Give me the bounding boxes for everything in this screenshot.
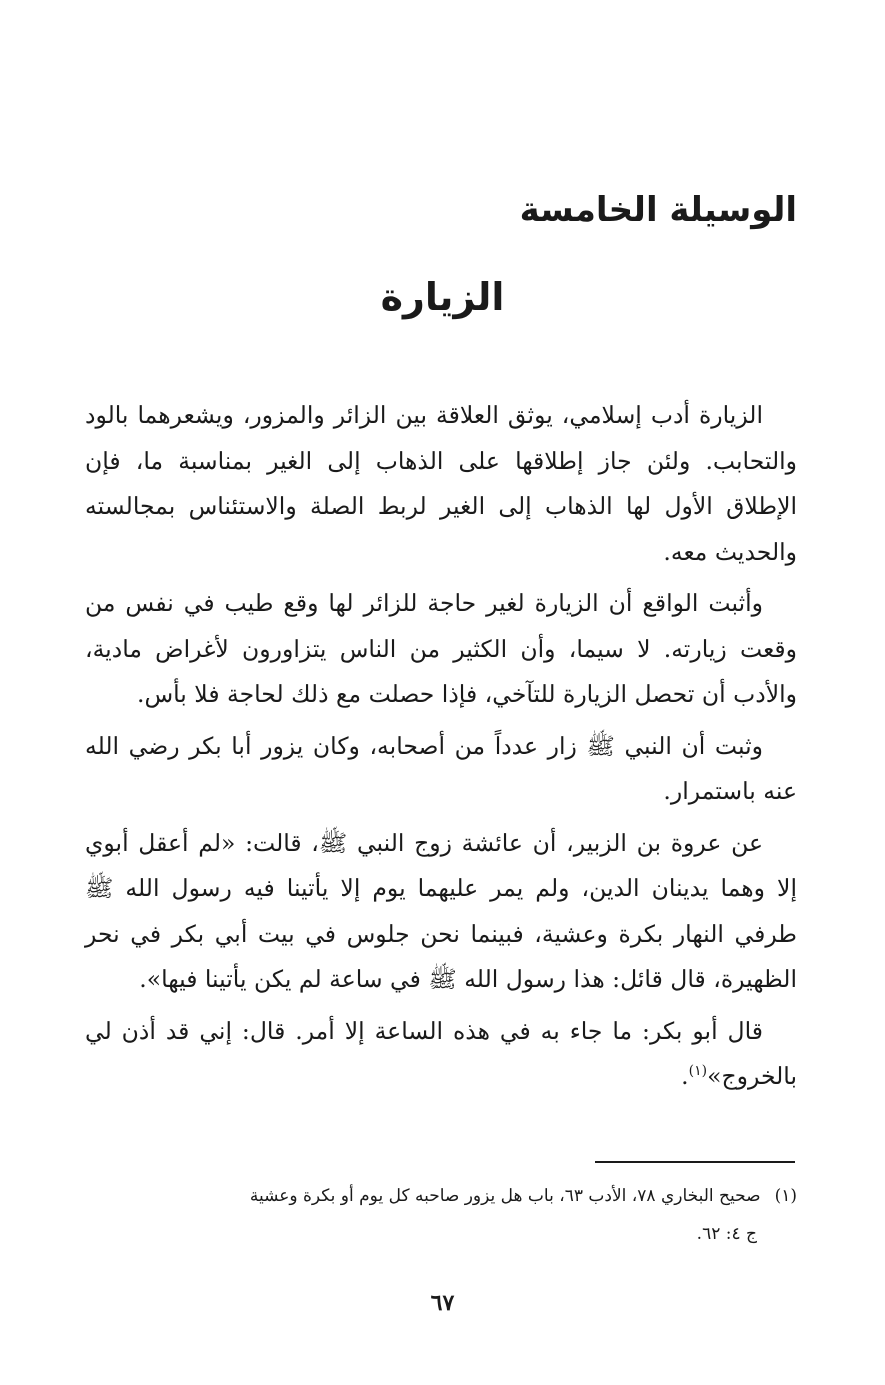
paragraph-last-end: . <box>681 1062 689 1090</box>
body-text <box>85 393 797 1106</box>
footnote-text: صحيح البخاري ٧٨، الأدب ٦٣، باب هل يزور صاحبه كل يوم أو بكرة وعشية <box>249 1186 761 1206</box>
footnote-divider <box>595 1161 795 1163</box>
footnote-reference[interactable]: (١) <box>688 1063 708 1080</box>
section-label: الوسيلة الخامسة <box>519 190 797 230</box>
page-number: ٦٧ <box>430 1290 455 1316</box>
footnote-continuation: ج ٤: ٦٢. <box>696 1224 757 1244</box>
paragraph: وأثبت الواقع أن الزيارة لغير حاجة للزائر لها وقع طيب في نفس من وقعت زيارته. لا سيما، وأن الكثير من الناس يتزاورون لأغراض مادية، والأدب أن تحصل الزيارة للتآخي، فإذا حصلت مع ذلك لحاجة فلا بأس. <box>85 589 797 708</box>
footnote <box>85 1177 797 1253</box>
paragraph: وثبت أن النبي ﷺ زار عدداً من أصحابه، وكان يزور أبا بكر رضي الله عنه باستمرار. <box>85 731 797 805</box>
page-title: الزيارة <box>380 275 505 319</box>
paragraph-last-text: قال أبو بكر: ما جاء به في هذه الساعة إلا أمر. قال: إني قد أذن لي بالخروج» <box>85 1016 797 1090</box>
footnote-number: (١) <box>774 1186 797 1206</box>
paragraph: عن عروة بن الزبير، أن عائشة زوج النبي ﷺ، قالت: «لم أعقل أبوي إلا وهما يدينان الدين، ولم يمر عليهما يوم إلا يأتينا فيه رسول الله ﷺ طرفي النهار بكرة وعشية، فبينما نحن جلوس في بيت أبي بكر في نحر الظهيرة، قال قائل: هذا رسول الله ﷺ في ساعة لم يكن يأتينا فيها». <box>85 828 797 993</box>
paragraph: الزيارة أدب إسلامي، يوثق العلاقة بين الزائر والمزور، ويشعرهما بالود والتحابب. ولئن جاز إطلاقها على الذهاب إلى الغير بمناسبة ما، فإن الإطلاق الأول لها الذهاب إلى الغير لربط الصلة والاستئناس بمجالسته والحديث معه. <box>85 401 797 566</box>
paragraph-last <box>85 1009 797 1100</box>
